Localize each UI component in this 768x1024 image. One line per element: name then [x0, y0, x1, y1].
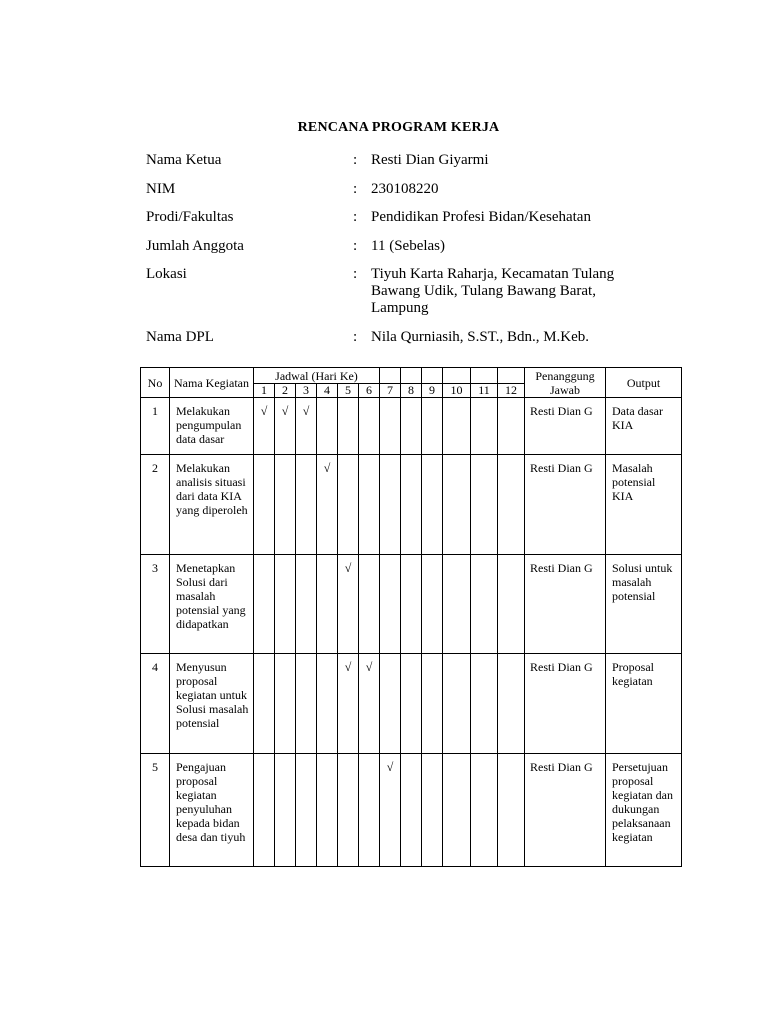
output-cell: Data dasar KIA — [606, 398, 682, 455]
info-separator: : — [353, 237, 358, 254]
header-day-4: 4 — [317, 384, 338, 398]
day-cell-4 — [317, 754, 338, 867]
info-label: Prodi/Fakultas — [146, 209, 234, 225]
table-body — [141, 398, 682, 867]
header-jadwal-empty — [401, 368, 422, 384]
day-cell-8 — [401, 555, 422, 654]
row-number: 4 — [141, 654, 170, 754]
table-row — [141, 754, 682, 867]
header-jadwal-empty — [498, 368, 525, 384]
responsible-person: Resti Dian G — [525, 455, 606, 555]
info-separator: : — [353, 328, 358, 345]
day-cell-6 — [359, 455, 380, 555]
check-mark-icon: √ — [254, 398, 275, 455]
header-day-5: 5 — [338, 384, 359, 398]
day-cell-3 — [296, 455, 317, 555]
day-cell-1 — [254, 455, 275, 555]
table-row — [141, 398, 682, 455]
day-cell-12 — [498, 654, 525, 754]
day-cell-2 — [275, 455, 296, 555]
output-cell: Persetujuan proposal kegiatan dan dukungan pelaksanaan kegiatan — [606, 754, 682, 867]
day-cell-9 — [422, 398, 443, 455]
activity-name: Melakukan analisis situasi dari data KIA yang diperoleh — [170, 455, 254, 555]
day-cell-6 — [359, 555, 380, 654]
header-day-8: 8 — [401, 384, 422, 398]
row-number: 5 — [141, 754, 170, 867]
day-cell-10 — [443, 654, 471, 754]
day-cell-11 — [471, 555, 498, 654]
header-day-11: 11 — [471, 384, 498, 398]
info-separator: : — [353, 266, 358, 282]
header-jadwal: Jadwal (Hari Ke) — [254, 368, 380, 384]
header-no: No — [141, 368, 170, 398]
day-cell-12 — [498, 555, 525, 654]
info-value: Resti Dian Giyarmi — [371, 152, 489, 168]
check-mark-icon: √ — [296, 398, 317, 455]
header-kegiatan: Nama Kegiatan — [170, 368, 254, 398]
day-cell-1 — [254, 654, 275, 754]
day-cell-5 — [338, 455, 359, 555]
day-cell-9 — [422, 455, 443, 555]
check-mark-icon: √ — [317, 455, 338, 555]
day-cell-3 — [296, 555, 317, 654]
header-jadwal-empty — [471, 368, 498, 384]
responsible-person: Resti Dian G — [525, 555, 606, 654]
day-cell-10 — [443, 455, 471, 555]
day-cell-5 — [338, 398, 359, 455]
day-cell-4 — [317, 555, 338, 654]
day-cell-11 — [471, 654, 498, 754]
day-cell-8 — [401, 455, 422, 555]
header-jadwal-empty — [422, 368, 443, 384]
info-row-prodi — [146, 209, 666, 226]
info-separator: : — [353, 180, 358, 197]
day-cell-11 — [471, 754, 498, 867]
header-output: Output — [606, 368, 682, 398]
responsible-person: Resti Dian G — [525, 754, 606, 867]
day-cell-8 — [401, 398, 422, 455]
day-cell-12 — [498, 455, 525, 555]
info-row-anggota — [146, 238, 666, 255]
output-cell: Masalah potensial KIA — [606, 455, 682, 555]
info-label: Jumlah Anggota — [146, 237, 244, 254]
day-cell-10 — [443, 398, 471, 455]
responsible-person: Resti Dian G — [525, 398, 606, 455]
responsible-person: Resti Dian G — [525, 654, 606, 754]
output-cell: Solusi untuk masalah potensial — [606, 555, 682, 654]
day-cell-11 — [471, 455, 498, 555]
row-number: 2 — [141, 455, 170, 555]
header-jadwal-empty — [443, 368, 471, 384]
day-cell-8 — [401, 754, 422, 867]
row-number: 1 — [141, 398, 170, 455]
day-cell-2 — [275, 754, 296, 867]
header-day-3: 3 — [296, 384, 317, 398]
info-row-ketua — [146, 152, 666, 169]
day-cell-10 — [443, 555, 471, 654]
header-day-10: 10 — [443, 384, 471, 398]
day-cell-7 — [380, 654, 401, 754]
info-row-nim — [146, 181, 666, 198]
header-pj: Penanggung Jawab — [525, 368, 606, 398]
day-cell-12 — [498, 398, 525, 455]
check-mark-icon: √ — [338, 654, 359, 754]
header-day-2: 2 — [275, 384, 296, 398]
day-cell-10 — [443, 754, 471, 867]
info-separator: : — [353, 209, 358, 225]
table-row — [141, 654, 682, 754]
day-cell-3 — [296, 654, 317, 754]
day-cell-7 — [380, 398, 401, 455]
day-cell-9 — [422, 654, 443, 754]
activity-name: Pengajuan proposal kegiatan penyuluhan kepada bidan desa dan tiyuh — [170, 754, 254, 867]
document-title: RENCANA PROGRAM KERJA — [297, 120, 500, 135]
info-label: Lokasi — [146, 266, 187, 282]
day-cell-7 — [380, 455, 401, 555]
header-day-9: 9 — [422, 384, 443, 398]
check-mark-icon: √ — [359, 654, 380, 754]
day-cell-4 — [317, 654, 338, 754]
day-cell-3 — [296, 754, 317, 867]
day-cell-7 — [380, 555, 401, 654]
header-day-12: 12 — [498, 384, 525, 398]
program-table — [140, 367, 682, 867]
info-value: Pendidikan Profesi Bidan/Kesehatan — [371, 209, 591, 225]
activity-name: Melakukan pengumpulan data dasar — [170, 398, 254, 455]
day-cell-6 — [359, 754, 380, 867]
info-value: 230108220 — [371, 180, 439, 197]
header-day-6: 6 — [359, 384, 380, 398]
table-row — [141, 555, 682, 654]
header-day-1: 1 — [254, 384, 275, 398]
day-cell-11 — [471, 398, 498, 455]
day-cell-2 — [275, 654, 296, 754]
day-cell-9 — [422, 555, 443, 654]
table-row — [141, 455, 682, 555]
header-jadwal-empty — [380, 368, 401, 384]
info-label: NIM — [146, 180, 176, 197]
day-cell-12 — [498, 754, 525, 867]
activity-name: Menetapkan Solusi dari masalah potensial yang didapatkan — [170, 555, 254, 654]
day-cell-9 — [422, 754, 443, 867]
info-block — [146, 152, 666, 357]
day-cell-1 — [254, 555, 275, 654]
info-row-dpl — [146, 329, 666, 346]
info-label: Nama DPL — [146, 328, 214, 345]
check-mark-icon: √ — [338, 555, 359, 654]
row-number: 3 — [141, 555, 170, 654]
day-cell-8 — [401, 654, 422, 754]
header-day-7: 7 — [380, 384, 401, 398]
info-separator: : — [353, 152, 358, 168]
day-cell-2 — [275, 555, 296, 654]
info-row-lokasi — [146, 266, 666, 317]
check-mark-icon: √ — [380, 754, 401, 867]
day-cell-4 — [317, 398, 338, 455]
info-value: Tiyuh Karta Raharja, Kecamatan Tulang Bawang Udik, Tulang Bawang Barat, Lampung — [371, 266, 615, 316]
day-cell-6 — [359, 398, 380, 455]
activity-name: Menyusun proposal kegiatan untuk Solusi masalah potensial — [170, 654, 254, 754]
info-label: Nama Ketua — [146, 152, 222, 168]
info-value: Nila Qurniasih, S.ST., Bdn., M.Keb. — [371, 328, 590, 345]
check-mark-icon: √ — [275, 398, 296, 455]
info-value: 11 (Sebelas) — [371, 237, 446, 254]
day-cell-1 — [254, 754, 275, 867]
output-cell: Proposal kegiatan — [606, 654, 682, 754]
day-cell-5 — [338, 754, 359, 867]
